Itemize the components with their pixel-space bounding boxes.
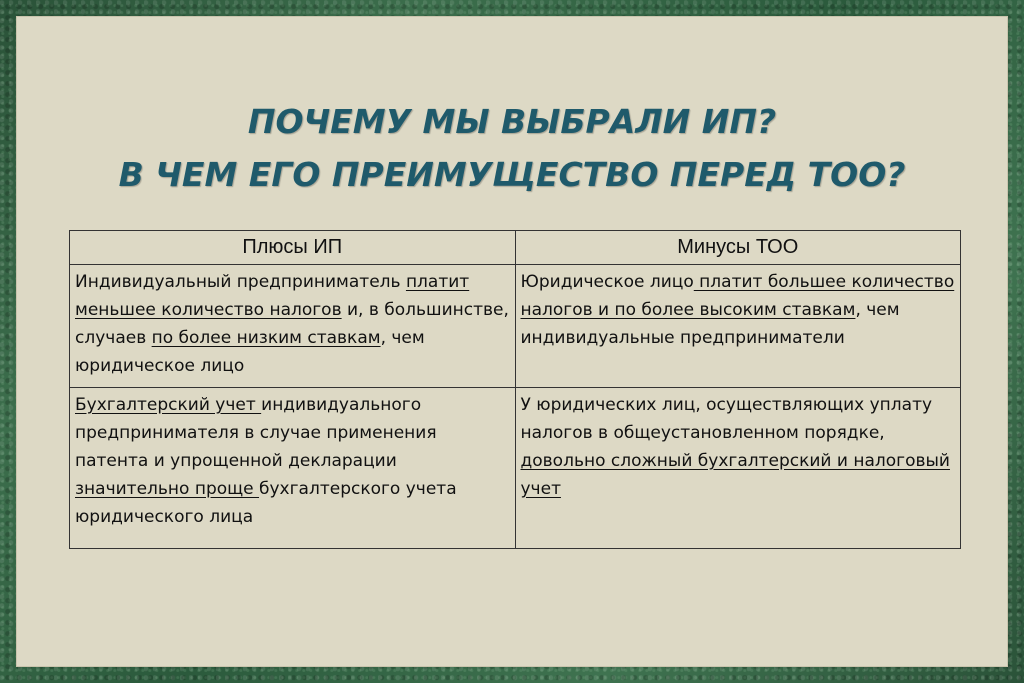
pros-cell-accounting [70, 388, 516, 549]
cell-segment-underlined: по более низким ставкам [151, 328, 381, 348]
table-row [70, 388, 961, 549]
cell-segment: и, в большинстве, случаев [75, 300, 509, 348]
cell-segment-underlined: довольно сложный бухгалтерский и налоговый учет [520, 451, 950, 499]
table-row [70, 265, 961, 388]
title-line-1: ПОЧЕМУ МЫ ВЫБРАЛИ ИП? [247, 102, 777, 141]
slide-panel [16, 16, 1008, 667]
cons-cell-taxes [515, 265, 961, 388]
cell-segment-underlined: платит большее количество налогов и по более высоким ставкам [520, 272, 955, 320]
cell-segment: бухгалтерского учета юридического лица [75, 479, 457, 527]
cell-segment: , чем индивидуальные предприниматели [520, 300, 900, 348]
title-line-2: В ЧЕМ ЕГО ПРЕИМУЩЕСТВО ПЕРЕД ТОО? [118, 155, 906, 194]
slide-title [17, 95, 1007, 201]
cons-cell-accounting [515, 388, 961, 549]
comparison-table [69, 230, 961, 549]
cell-segment-underlined: платит меньшее количество налогов [75, 272, 470, 320]
cell-segment-underlined: Бухгалтерский учет [75, 395, 262, 415]
cell-segment: Индивидуальный предприниматель [75, 272, 406, 292]
cell-segment-underlined: значительно проще [75, 479, 260, 499]
cell-segment: Юридическое лицо [520, 272, 694, 292]
cell-segment: У юридических лиц, осуществляющих уплату налогов в общеустановленном порядке, [520, 395, 933, 443]
cell-segment: , чем юридическое лицо [75, 328, 425, 376]
pros-cell-taxes [70, 265, 516, 388]
cell-segment: индивидуального предпринимателя в случае применения патента и упрощенной декларации [75, 395, 437, 471]
table-header-row [70, 231, 961, 265]
header-cons-too: Минусы ТОО [515, 231, 961, 265]
header-pros-ip: Плюсы ИП [70, 231, 516, 265]
